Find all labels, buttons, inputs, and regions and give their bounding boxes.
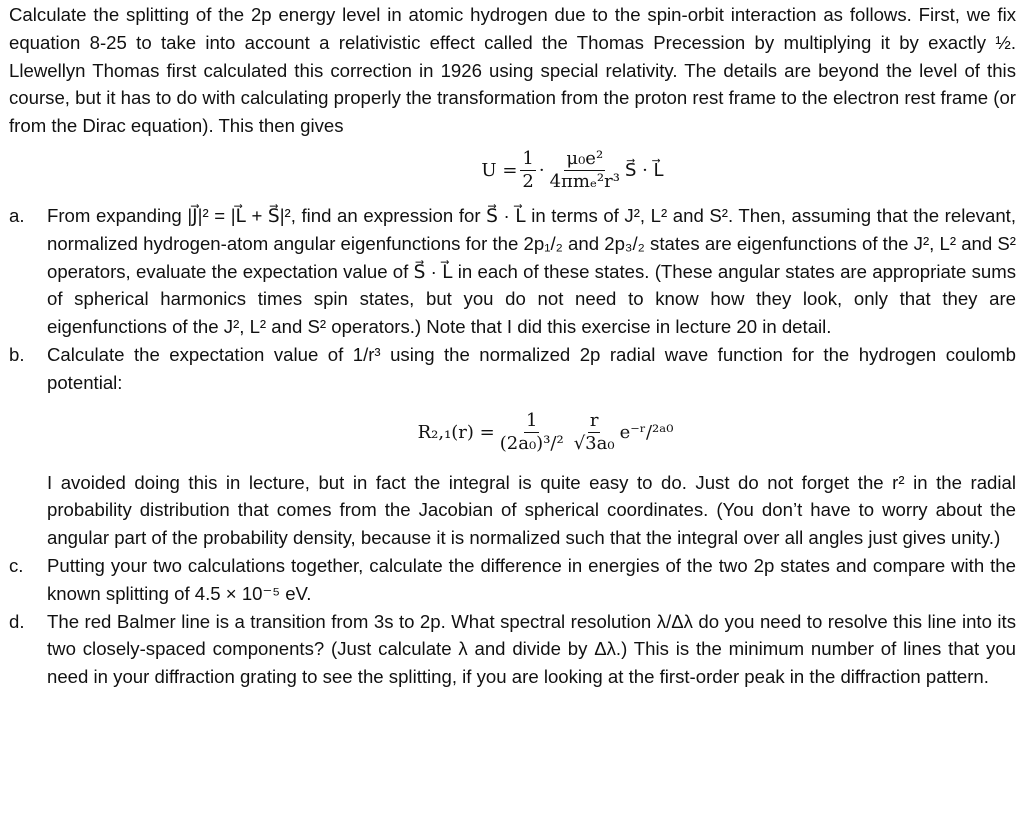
thomas-equation [129, 140, 1016, 202]
eq1-half-den: 2 [522, 171, 534, 193]
item-c-label: c. [9, 554, 24, 576]
item-a-text: From expanding |J⃗|² = |L⃗ + S⃗|², find an expression for S⃗ · L⃗ in terms of J², L² and S². Then, assuming that the relevant, normalized hydrogen-atom angular eigenfunctions for the 2p₁/₂ and 2p₃/₂ states are eigenfunctions of the J², L² and S² operators, evaluate the expectation value of S⃗ · L⃗ in each of these states. (These angular states are appropriate sums of spherical harmonics times spin states, but you do not need to know how they look, only that they are eigenfunctions of the J², L² and S² operators.) Note that I did this exercise in lecture 20 in detail. [47, 204, 1016, 338]
item-b-label: b. [9, 343, 25, 365]
eq2-frac2-num: r [589, 410, 599, 432]
eq2-frac1-num: 1 [526, 410, 538, 432]
eq2-frac2-den: √3a₀ [573, 433, 615, 455]
eq2-frac1 [498, 410, 566, 455]
eq1-lhs: U = [481, 160, 518, 182]
radial-wavefunction-equation [75, 397, 1016, 469]
item-a [9, 202, 1016, 341]
eq1-dot: · [538, 160, 545, 182]
item-d-label: d. [9, 610, 25, 632]
eq1-tail: S⃗ · L⃗ [624, 160, 664, 182]
item-c [9, 552, 1016, 608]
item-b [9, 341, 1016, 552]
item-a-label: a. [9, 204, 25, 226]
eq2-lhs: R₂,₁(r) = [417, 421, 495, 443]
problem-list [9, 202, 1016, 691]
eq1-half [520, 148, 535, 193]
item-d [9, 608, 1016, 691]
eq1-half-num: 1 [522, 148, 534, 170]
eq1-frac-num: μ₀e² [566, 148, 604, 170]
item-b-followup-text: I avoided doing this in lecture, but in fact the integral is quite easy to do. Just do not forget the r² in the radial probability distribution that comes from the Jacobian of spherical coordinates. (You don’t have to worry about the angular part of the probability density, because it is normalized such that the integral over all angles just gives unity.) [47, 471, 1016, 549]
item-c-text: Putting your two calculations together, calculate the difference in energies of the two 2p states and compare with the known splitting of 4.5 × 10⁻⁵ eV. [47, 554, 1016, 604]
eq2-frac1-den: (2a₀)³/² [499, 433, 564, 455]
intro-paragraph: Calculate the splitting of the 2p energy level in atomic hydrogen due to the spin-orbit interaction as follows. First, we fix equation 8-25 to take into account a relativistic effect called the Thomas Precession by multiplying it by exactly ½. Llewellyn Thomas first calculated this correction in 1926 using special relativity. The details are beyond the level of this course, but it has to do with calculating properly the transformation from the proton rest frame to the electron rest frame (or from the Dirac equation). This then gives [9, 4, 1016, 137]
eq2-exponential: e⁻ʳ/²ᵃ⁰ [619, 421, 674, 443]
item-b-text: Calculate the expectation value of 1/r³ using the normalized 2p radial wave function for the hydrogen coulomb potential: [47, 343, 1016, 393]
eq1-fraction [548, 148, 622, 193]
item-d-text: The red Balmer line is a transition from 3s to 2p. What spectral resolution λ/Δλ do you need to resolve this line into its two closely-spaced components? (Just calculate λ and divide by Δλ.) This is the minimum number of lines that you need in your diffraction grating to see the splitting, if you are looking at the first-order peak in the diffraction pattern. [47, 610, 1016, 688]
eq1-frac-den: 4πmₑ²r³ [549, 171, 620, 193]
eq2-frac2 [572, 410, 617, 455]
